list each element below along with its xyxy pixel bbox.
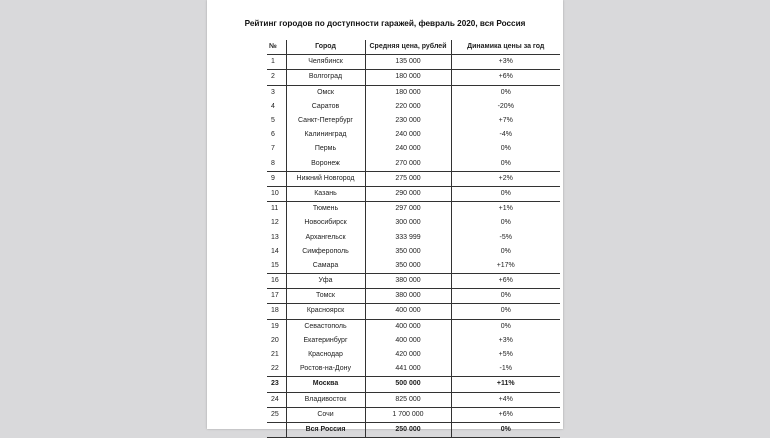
row-change: -20% [451, 100, 560, 114]
row-change: 0% [451, 422, 560, 437]
row-price: 333 999 [365, 230, 451, 244]
table-row [267, 171, 560, 186]
row-price: 297 000 [365, 202, 451, 217]
row-price: 180 000 [365, 70, 451, 85]
row-change: 0% [451, 157, 560, 172]
row-price: 350 000 [365, 245, 451, 259]
row-city: Воронеж [286, 157, 365, 172]
row-price: 1 700 000 [365, 407, 451, 422]
table-row [267, 128, 560, 142]
table-row [267, 202, 560, 217]
row-change: 0% [451, 186, 560, 201]
row-change: -1% [451, 362, 560, 377]
row-city: Омск [286, 85, 365, 100]
row-number: 24 [267, 392, 286, 407]
row-change: +6% [451, 274, 560, 289]
row-city: Тюмень [286, 202, 365, 217]
row-change: 0% [451, 85, 560, 100]
row-change: +11% [451, 377, 560, 392]
row-city: Санкт-Петербург [286, 114, 365, 128]
row-number: 8 [271, 159, 275, 167]
row-price: 275 000 [365, 171, 451, 186]
row-city: Волгоград [286, 70, 365, 85]
table-header-row [267, 40, 560, 55]
table-row [267, 319, 560, 334]
row-change: -4% [451, 128, 560, 142]
row-change: 0% [451, 245, 560, 259]
table-row [267, 230, 560, 244]
row-city: Владивосток [286, 392, 365, 407]
row-number: 23 [267, 377, 286, 392]
header-change: Динамика цены за год [451, 40, 560, 55]
row-city: Самара [286, 259, 365, 274]
row-number [267, 422, 286, 437]
row-number: 21 [271, 351, 279, 359]
row-city: Сочи [286, 407, 365, 422]
table-row [267, 348, 560, 362]
row-change: 0% [451, 289, 560, 304]
row-change: -5% [451, 230, 560, 244]
row-price: 290 000 [365, 186, 451, 201]
row-city: Симферополь [286, 245, 365, 259]
row-price: 500 000 [365, 377, 451, 392]
table-row [267, 142, 560, 156]
row-price: 350 000 [365, 259, 451, 274]
row-number: 9 [267, 171, 286, 186]
row-price: 240 000 [365, 142, 451, 156]
row-number: 3 [267, 85, 286, 100]
row-city: Саратов [286, 100, 365, 114]
table-row [267, 362, 560, 377]
row-number: 12 [271, 219, 279, 227]
row-city: Казань [286, 186, 365, 201]
row-number: 20 [271, 336, 279, 344]
row-number: 15 [271, 261, 279, 269]
row-number: 10 [267, 186, 286, 201]
header-price: Средняя цена, рублей [365, 40, 451, 55]
row-number: 2 [267, 70, 286, 85]
row-city: Челябинск [286, 55, 365, 70]
header-number: № [269, 43, 277, 51]
table-row [267, 245, 560, 259]
row-city: Красноярск [286, 304, 365, 319]
row-number: 17 [267, 289, 286, 304]
table-row [267, 392, 560, 407]
row-price: 420 000 [365, 348, 451, 362]
row-city: Томск [286, 289, 365, 304]
row-number: 13 [271, 233, 279, 241]
row-number: 16 [267, 274, 286, 289]
row-price: 230 000 [365, 114, 451, 128]
table-row [267, 407, 560, 422]
row-change: 0% [451, 216, 560, 230]
row-city: Краснодар [286, 348, 365, 362]
row-change: 0% [451, 142, 560, 156]
row-change: +3% [451, 334, 560, 348]
row-number: 1 [267, 55, 286, 70]
row-number: 19 [267, 319, 286, 334]
row-number: 11 [267, 202, 286, 217]
row-change: +4% [451, 392, 560, 407]
table-row [267, 55, 560, 70]
row-city: Вся Россия [286, 422, 365, 437]
row-change: +2% [451, 171, 560, 186]
table-row [267, 274, 560, 289]
row-city: Екатеринбург [286, 334, 365, 348]
row-change: +7% [451, 114, 560, 128]
table-row [267, 70, 560, 85]
row-price: 825 000 [365, 392, 451, 407]
row-change: 0% [451, 304, 560, 319]
table-row [267, 422, 560, 437]
table-row [267, 85, 560, 100]
row-number: 5 [271, 117, 275, 125]
row-change: +6% [451, 70, 560, 85]
row-city: Калининград [286, 128, 365, 142]
row-price: 300 000 [365, 216, 451, 230]
row-change: +1% [451, 202, 560, 217]
row-price: 400 000 [365, 304, 451, 319]
row-change: +5% [451, 348, 560, 362]
row-city: Уфа [286, 274, 365, 289]
table-row [267, 186, 560, 201]
document-page [207, 0, 563, 433]
row-city: Пермь [286, 142, 365, 156]
row-price: 400 000 [365, 334, 451, 348]
table-row [267, 157, 560, 172]
table-row [267, 289, 560, 304]
row-city: Архангельск [286, 230, 365, 244]
row-city: Нижний Новгород [286, 171, 365, 186]
row-price: 270 000 [365, 157, 451, 172]
table-row [267, 377, 560, 392]
row-number: 14 [271, 247, 279, 255]
header-city: Город [286, 40, 365, 55]
row-city: Москва [286, 377, 365, 392]
row-city: Севастополь [286, 319, 365, 334]
row-city: Ростов-на-Дону [286, 362, 365, 377]
table-row [267, 114, 560, 128]
row-number: 25 [267, 407, 286, 422]
row-change: 0% [451, 319, 560, 334]
row-price: 380 000 [365, 274, 451, 289]
row-change: +17% [451, 259, 560, 274]
row-price: 240 000 [365, 128, 451, 142]
row-price: 380 000 [365, 289, 451, 304]
row-city: Новосибирск [286, 216, 365, 230]
table-row [267, 304, 560, 319]
row-price: 250 000 [365, 422, 451, 437]
row-price: 400 000 [365, 319, 451, 334]
row-number: 18 [267, 304, 286, 319]
row-change: +6% [451, 407, 560, 422]
row-price: 220 000 [365, 100, 451, 114]
document-title: Рейтинг городов по доступности гаражей, февраль 2020, вся Россия [244, 19, 526, 28]
table-row [267, 216, 560, 230]
table-row [267, 259, 560, 274]
ranking-table [267, 40, 560, 438]
row-number: 22 [271, 365, 279, 373]
table-row [267, 100, 560, 114]
row-price: 135 000 [365, 55, 451, 70]
table-row [267, 334, 560, 348]
row-price: 180 000 [365, 85, 451, 100]
row-price: 441 000 [365, 362, 451, 377]
row-number: 4 [271, 102, 275, 110]
row-change: +3% [451, 55, 560, 70]
row-number: 7 [271, 145, 275, 153]
row-number: 6 [271, 131, 275, 139]
